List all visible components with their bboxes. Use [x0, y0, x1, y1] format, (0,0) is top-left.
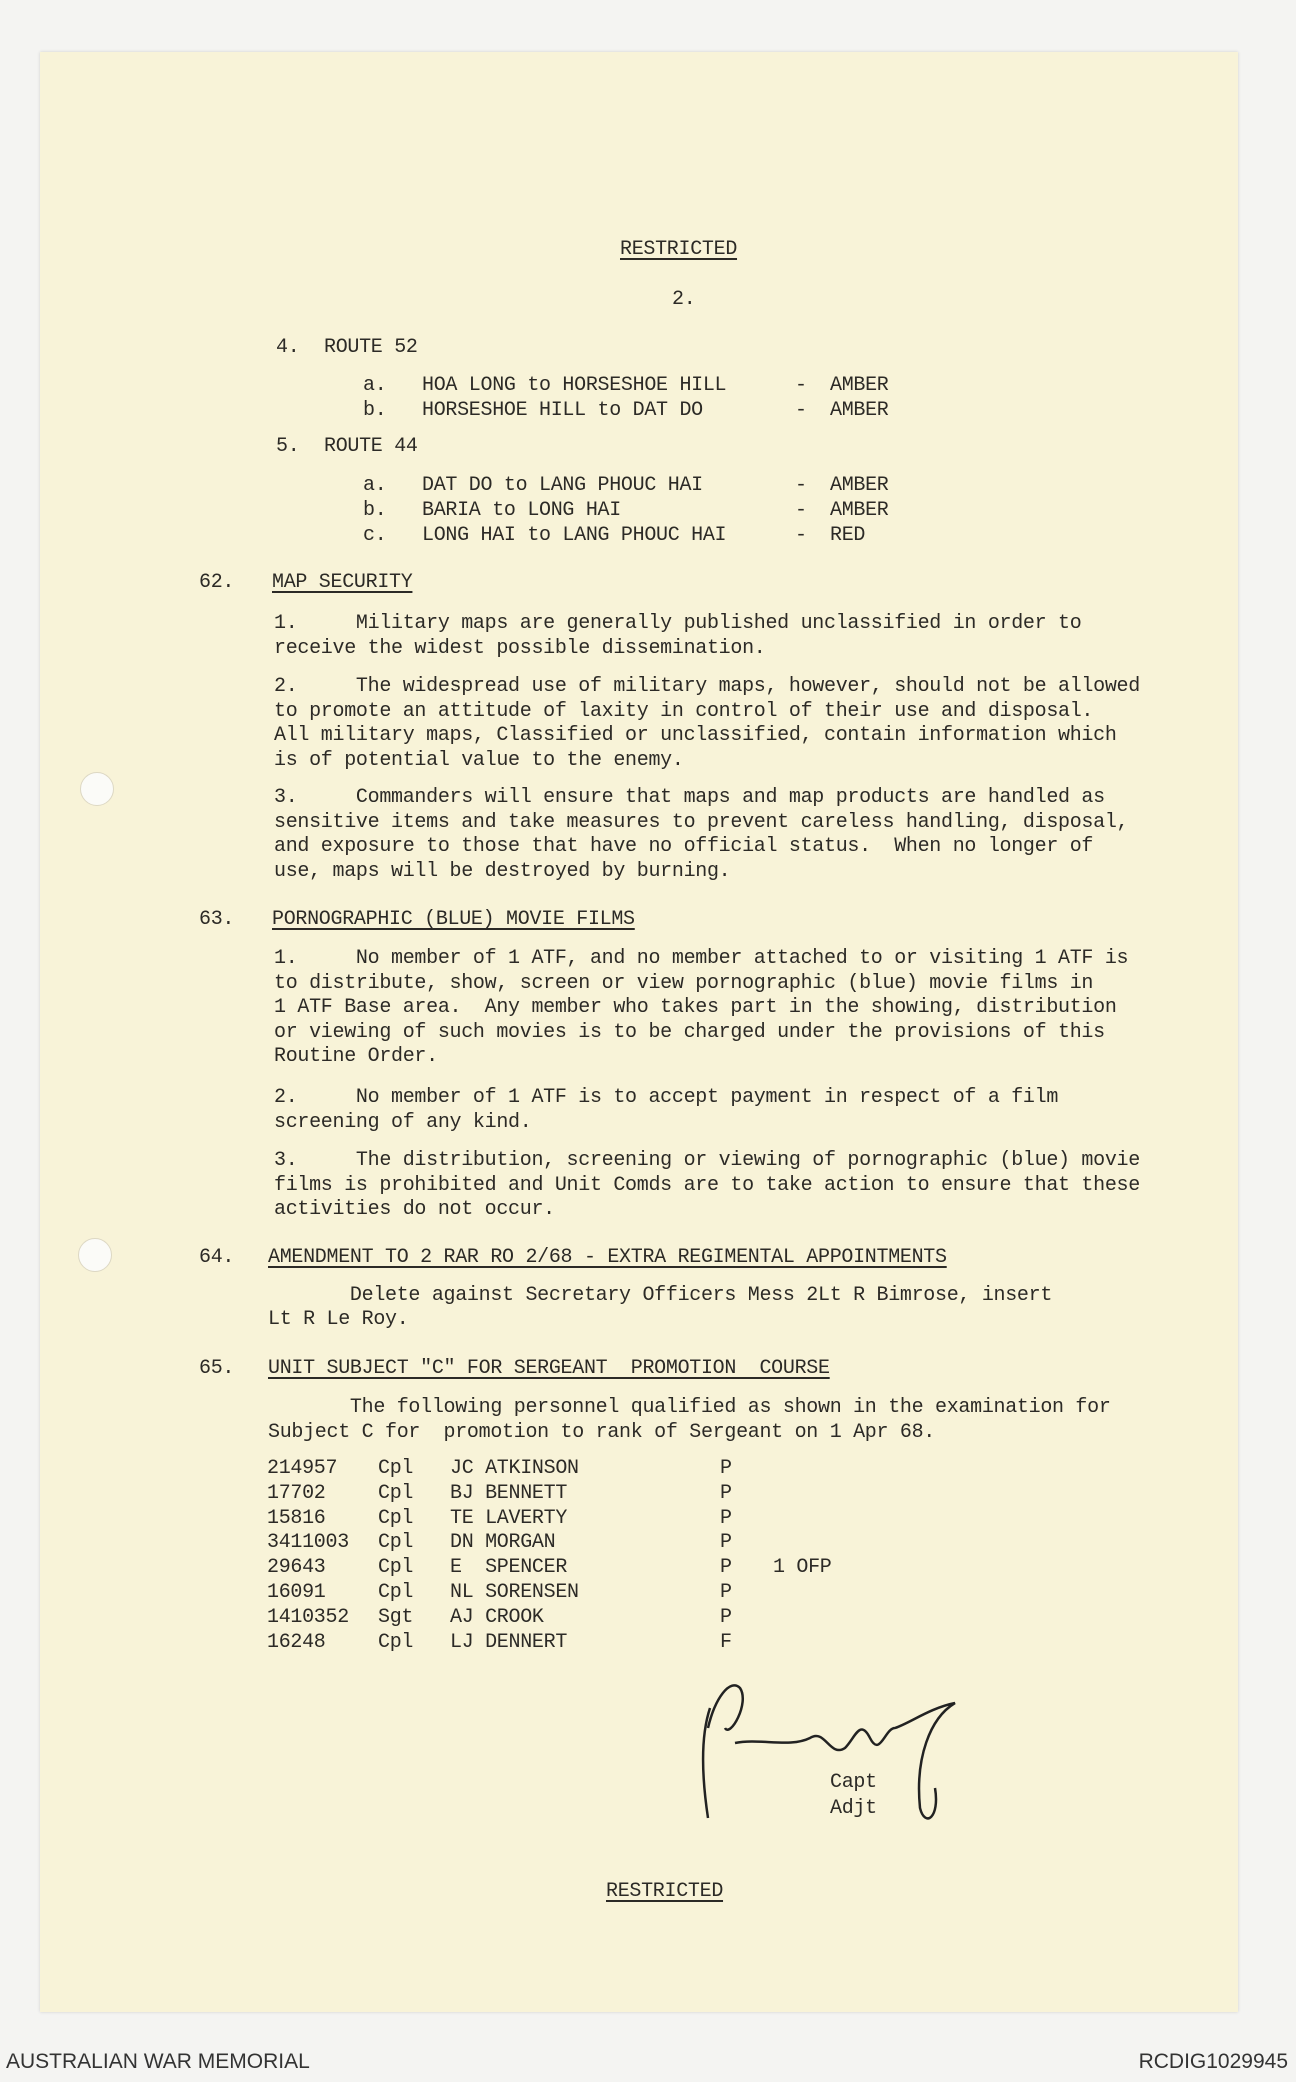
service-number: 29643 — [267, 1556, 326, 1580]
classification-footer: RESTRICTED — [606, 1880, 724, 1903]
result: P — [720, 1581, 732, 1604]
route-item-text: LONG HAI to LANG PHOUC HAI — [422, 524, 727, 547]
section-number: 65. — [199, 1357, 235, 1380]
paragraph-line: 1. No member of 1 ATF, and no member attached to or visiting 1 ATF is — [274, 947, 1129, 970]
paragraph-line: 3. Commanders will ensure that maps and map products are handled as — [274, 786, 1105, 809]
archive-id: RCDIG1029945 — [1138, 2050, 1288, 2073]
archive-name: AUSTRALIAN WAR MEMORIAL — [6, 2050, 310, 2073]
name: E SPENCER — [450, 1556, 568, 1580]
service-number: 16091 — [267, 1581, 326, 1604]
paragraph-line: receive the widest possible dissemination. — [274, 636, 766, 660]
section-title: PORNOGRAPHIC (BLUE) MOVIE FILMS — [272, 908, 635, 931]
service-number: 214957 — [267, 1457, 338, 1480]
route-status: AMBER — [830, 399, 889, 422]
rank: Cpl — [378, 1457, 414, 1480]
paragraph-line: to promote an attitude of laxity in control of their use and disposal. — [274, 699, 1094, 723]
paragraph-line: 2. The widespread use of military maps, however, should not be allowed — [274, 675, 1140, 698]
route-item-dash: - — [795, 399, 807, 422]
name: TE LAVERTY — [450, 1506, 568, 1530]
route-item-letter: b. — [363, 399, 387, 422]
rank: Cpl — [378, 1506, 414, 1530]
paragraph-line: use, maps will be destroyed by burning. — [274, 859, 731, 883]
route-item-text: BARIA to LONG HAI — [422, 499, 621, 522]
route-item-letter: a. — [363, 374, 387, 397]
paragraph-line: Routine Order. — [274, 1045, 438, 1068]
punch-hole — [78, 1238, 112, 1272]
paragraph-line: Delete against Secretary Officers Mess 2Lt R Bimrose, insert — [268, 1284, 1053, 1307]
route-status: AMBER — [830, 474, 889, 497]
classification-header: RESTRICTED — [620, 238, 738, 261]
result: P — [720, 1457, 732, 1480]
result: F — [720, 1630, 732, 1654]
result: P — [720, 1556, 732, 1580]
rank: Cpl — [378, 1481, 414, 1505]
service-number: 15816 — [267, 1506, 326, 1530]
rank: Cpl — [378, 1531, 414, 1555]
paragraph-line: activities do not occur. — [274, 1198, 555, 1221]
service-number: 1410352 — [267, 1605, 349, 1629]
paragraph-line: and exposure to those that have no official status. When no longer of — [274, 835, 1094, 858]
paragraph-line: 1. Military maps are generally published unclassified in order to — [274, 612, 1082, 635]
name: DN MORGAN — [450, 1531, 556, 1555]
paragraph-line: screening of any kind. — [274, 1110, 532, 1134]
signatory-rank: Capt — [830, 1771, 877, 1794]
route-item-text: HORSESHOE HILL to DAT DO — [422, 399, 703, 422]
page-number: 2. — [672, 288, 696, 311]
name: LJ DENNERT — [450, 1630, 568, 1654]
rank: Cpl — [378, 1556, 414, 1580]
result: P — [720, 1481, 732, 1505]
section-number: 62. — [199, 571, 235, 594]
paragraph-line: 2. No member of 1 ATF is to accept payment in respect of a film — [274, 1086, 1059, 1109]
route-status: AMBER — [830, 499, 889, 522]
route-item-dash: - — [795, 524, 807, 547]
route-status: AMBER — [830, 374, 889, 397]
signatory-appointment: Adjt — [830, 1797, 877, 1820]
paragraph-line: or viewing of such movies is to be charged under the provisions of this — [274, 1020, 1105, 1044]
service-number: 3411003 — [267, 1531, 349, 1555]
route-status: RED — [830, 524, 866, 547]
result: P — [720, 1531, 732, 1555]
section-title: AMENDMENT TO 2 RAR RO 2/68 - EXTRA REGIMENTAL APPOINTMENTS — [268, 1246, 947, 1269]
route-title: ROUTE 44 — [324, 435, 418, 458]
route-item-dash: - — [795, 499, 807, 522]
result: P — [720, 1506, 732, 1530]
punch-hole — [80, 772, 114, 806]
paragraph-line: 3. The distribution, screening or viewing of pornographic (blue) movie — [274, 1149, 1140, 1172]
route-number: 4. — [276, 336, 300, 359]
route-title: ROUTE 52 — [324, 336, 418, 359]
route-item-text: HOA LONG to HORSESHOE HILL — [422, 374, 727, 397]
paragraph-line: Subject C for promotion to rank of Sergeant on 1 Apr 68. — [268, 1421, 936, 1444]
service-number: 17702 — [267, 1481, 326, 1505]
route-item-dash: - — [795, 374, 807, 397]
route-number: 5. — [276, 435, 300, 458]
paragraph-line: films is prohibited and Unit Comds are to take action to ensure that these — [274, 1173, 1140, 1197]
section-title: UNIT SUBJECT "C" FOR SERGEANT PROMOTION COURSE — [268, 1357, 830, 1380]
route-item-text: DAT DO to LANG PHOUC HAI — [422, 474, 703, 497]
route-item-letter: a. — [363, 474, 387, 497]
section-number: 63. — [199, 908, 235, 931]
signature — [680, 1668, 970, 1828]
paragraph-line: sensitive items and take measures to prevent careless handling, disposal, — [274, 810, 1129, 834]
paragraph-line: 1 ATF Base area. Any member who takes part in the showing, distribution — [274, 996, 1117, 1019]
paragraph-line: All military maps, Classified or unclassified, contain information which — [274, 724, 1117, 747]
route-item-letter: b. — [363, 499, 387, 522]
rank: Cpl — [378, 1630, 414, 1654]
paragraph-line: to distribute, show, screen or view pornographic (blue) movie films in — [274, 971, 1094, 995]
section-title: MAP SECURITY — [272, 571, 413, 594]
name: BJ BENNETT — [450, 1481, 568, 1505]
name: JC ATKINSON — [450, 1457, 579, 1480]
name: NL SORENSEN — [450, 1581, 579, 1604]
route-item-letter: c. — [363, 524, 387, 547]
rank: Cpl — [378, 1581, 414, 1604]
paragraph-line: is of potential value to the enemy. — [274, 748, 684, 772]
section-number: 64. — [199, 1246, 235, 1269]
route-item-dash: - — [795, 474, 807, 497]
name: AJ CROOK — [450, 1605, 544, 1629]
paragraph-line: The following personnel qualified as shown in the examination for — [268, 1396, 1111, 1419]
rank: Sgt — [378, 1605, 414, 1629]
service-number: 16248 — [267, 1630, 326, 1654]
paragraph-line: Lt R Le Roy. — [268, 1308, 409, 1331]
result: P — [720, 1605, 732, 1629]
note: 1 OFP — [773, 1556, 832, 1580]
